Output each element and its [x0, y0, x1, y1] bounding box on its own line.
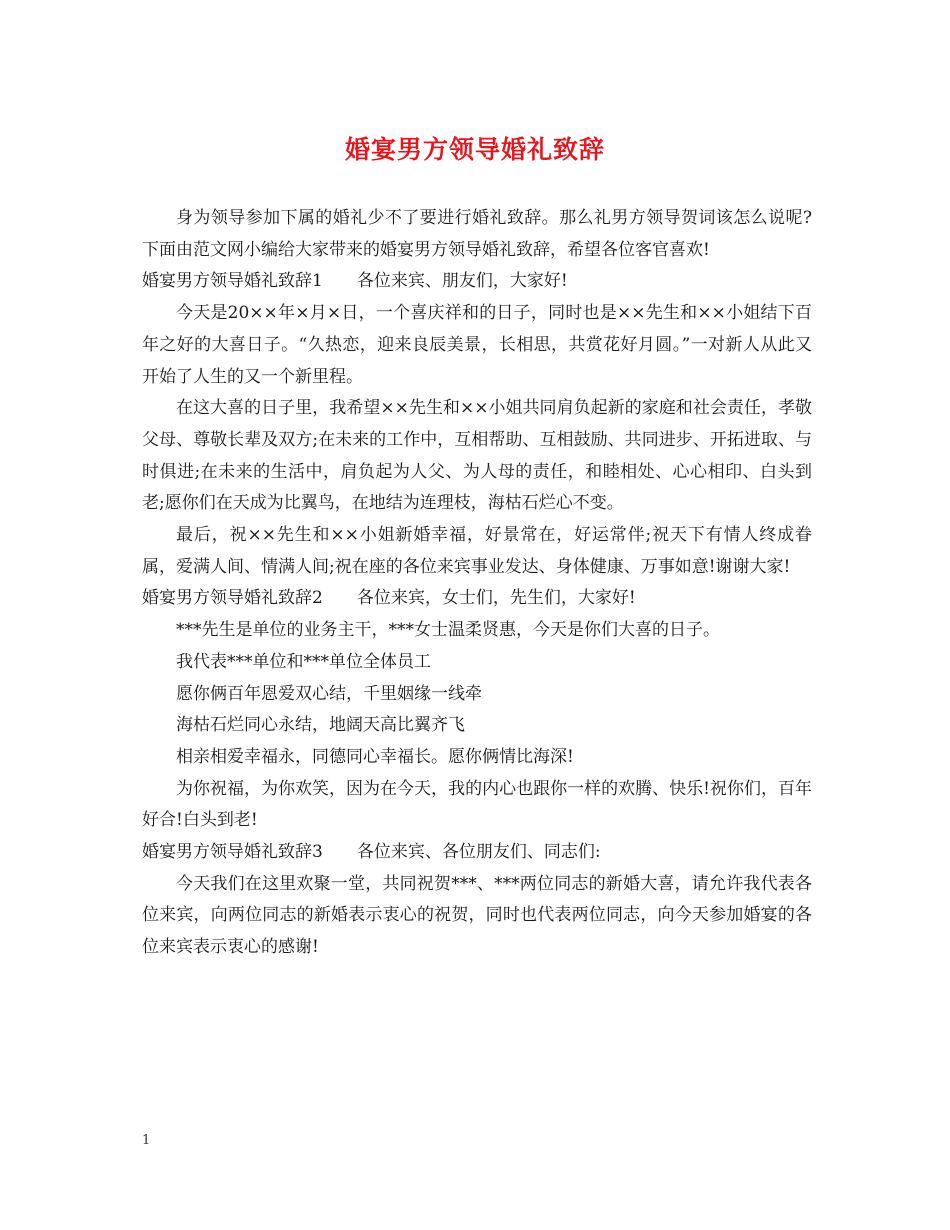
section-heading-1: 婚宴男方领导婚礼致辞1 各位来宾、朋友们，大家好! [142, 271, 568, 292]
paragraph: 在这大喜的日子里，我希望××先生和××小姐共同肩负起新的家庭和社会责任，孝敬父母、尊敬长辈及双方;在未来的工作中，互相帮助、互相鼓励、共同进步、开拓进取、与时俱进;在未来的生活中，肩负起为人父、为人母的责任，和睦相处、心心相印、白头到老;愿你们在天成为比翼鸟，在地结为连理枝，海枯石烂心不变。 [142, 398, 812, 514]
paragraph: 最后，祝××先生和××小姐新婚幸福，好景常在，好运常伴;祝天下有情人终成眷属，爱满人间、情满人间;祝在座的各位来宾事业发达、身体健康、万事如意!谢谢大家! [142, 525, 812, 577]
section-heading-2: 婚宴男方领导婚礼致辞2 各位来宾，女士们，先生们，大家好! [142, 588, 636, 609]
document-title: 婚宴男方领导婚礼致辞 [344, 135, 605, 164]
paragraph: 为你祝福，为你欢笑，因为在今天，我的内心也跟你一样的欢腾、快乐!祝你们，百年好合!白头到老! [142, 778, 812, 831]
paragraph: 今天我们在这里欢聚一堂，共同祝贺***、***两位同志的新婚大喜，请允许我代表各位来宾，向两位同志的新婚表示衷心的祝贺，同时也代表两位同志，向今天参加婚宴的各位来宾表示衷心的感谢! [142, 873, 812, 958]
paragraph: 相亲相爱幸福永，同德同心幸福长。愿你俩情比海深! [176, 746, 574, 767]
document-body [142, 203, 812, 964]
paragraph: 海枯石烂同心永结，地阔天高比翼齐飞 [176, 715, 465, 736]
paragraph: 今天是20××年×月×日，一个喜庆祥和的日子，同时也是××先生和××小姐结下百年之好的大喜日子。“久热恋，迎来良辰美景，长相思，共赏花好月圆。”一对新人从此又开始了人生的又一个新里程。 [142, 303, 812, 387]
paragraph-intro: 身为领导参加下属的婚礼少不了要进行婚礼致辞。那么礼男方领导贺词该怎么说呢?下面由范文网小编给大家带来的婚宴男方领导婚礼致辞，希望各位客官喜欢! [142, 208, 812, 260]
paragraph: ***先生是单位的业务主干，***女士温柔贤惠，今天是你们大喜的日子。 [176, 620, 720, 641]
paragraph: 我代表***单位和***单位全体员工 [176, 651, 431, 672]
section-heading-3: 婚宴男方领导婚礼致辞3 各位来宾、各位朋友们、同志们: [142, 842, 601, 863]
paragraph: 愿你俩百年恩爱双心结，千里姻缘一线牵 [176, 683, 482, 704]
page-number: 1 [142, 1133, 151, 1148]
